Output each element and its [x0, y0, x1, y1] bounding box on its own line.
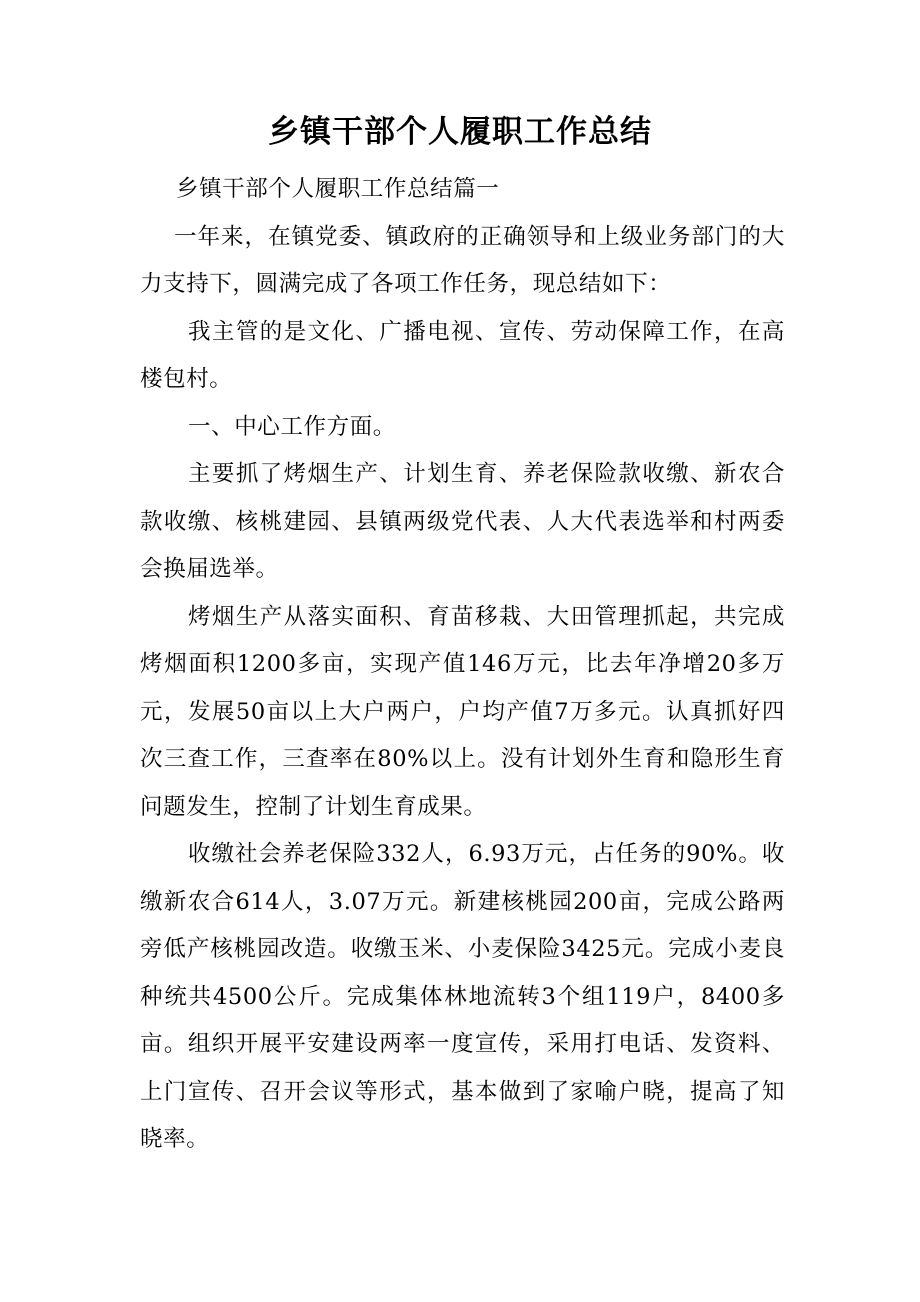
- paragraph: 我主管的是文化、广播电视、宣传、劳动保障工作，在高楼包村。: [140, 318, 785, 392]
- paragraph: 烤烟生产从落实面积、育苗移栽、大田管理抓起，共完成烤烟面积1200多亩，实现产值146万元，比去年净增20多万元，发展50亩以上大户两户，户均产值7万多元。认真抓好四次三查工作，三查率在80%以上。没有计划外生育和隐形生育问题发生，控制了计划生育成果。: [140, 603, 785, 820]
- document-body: [140, 166, 785, 1164]
- document-title: 乡镇干部个人履职工作总结: [268, 114, 652, 150]
- section-heading: 乡镇干部个人履职工作总结篇一: [176, 176, 500, 202]
- paragraph: 主要抓了烤烟生产、计划生育、养老保险款收缴、新农合款收缴、核桃建园、县镇两级党代表、人大代表选举和村两委会换届选举。: [140, 461, 785, 582]
- paragraph: 收缴社会养老保险332人，6.93万元，占任务的90%。收缴新农合614人，3.07万元。新建核桃园200亩，完成公路两旁低产核桃园改造。收缴玉米、小麦保险3425元。完成小麦良种统共4500公斤。完成集体林地流转3个组119户，8400多亩。组织开展平安建设两率一度宣传，采用打电话、发资料、上门宣传、召开会议等形式，基本做到了家喻户晓，提高了知晓率。: [140, 841, 785, 1152]
- paragraph: 一年来，在镇党委、镇政府的正确领导和上级业务部门的大力支持下，圆满完成了各项工作任务，现总结如下：: [140, 223, 785, 297]
- subsection-heading: 一、中心工作方面。: [188, 413, 396, 440]
